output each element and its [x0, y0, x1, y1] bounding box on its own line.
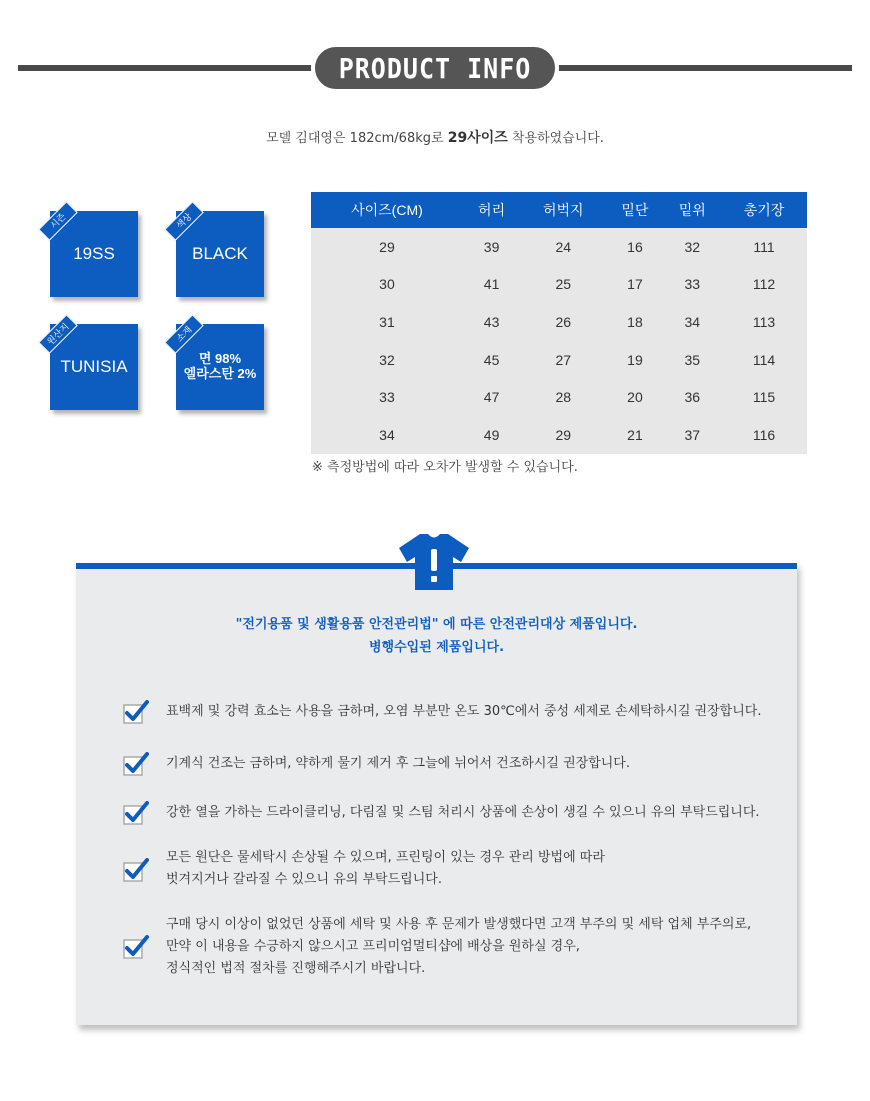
table-cell: 35 [664, 341, 721, 379]
table-cell: 32 [311, 341, 463, 379]
col-hem: 밑단 [606, 192, 663, 228]
care-text: 만약 이 내용을 수긍하지 않으시고 프리미엄멀티샵에 배상을 원하실 경우, [166, 939, 580, 954]
table-cell: 47 [463, 378, 520, 416]
table-row [311, 228, 807, 266]
table-cell: 27 [520, 341, 606, 379]
col-length: 총기장 [721, 192, 807, 228]
page-title: PRODUCT INFO [338, 52, 532, 84]
safety-notice-line-1: "전기용품 및 생활용품 안전관리법" 에 따른 안전관리대상 제품입니다. [235, 617, 638, 632]
color-tag: 색상 [164, 201, 204, 241]
header-title-pill [311, 43, 559, 93]
table-cell: 19 [606, 341, 663, 379]
care-text: 모든 원단은 물세탁시 손상될 수 있으며, 프린팅이 있는 경우 관리 방법에 따라 [166, 850, 605, 865]
table-cell: 20 [606, 378, 663, 416]
table-cell: 43 [463, 303, 520, 341]
model-info-prefix: 모델 김대영은 182cm/68kg로 [266, 131, 448, 146]
care-text: 강한 열을 가하는 드라이클리닝, 다림질 및 스팀 처리시 상품에 손상이 생길 수 있으니 유의 부탁드립니다. [166, 805, 760, 820]
table-cell: 111 [721, 228, 807, 266]
table-cell: 26 [520, 303, 606, 341]
material-tag: 소재 [164, 314, 204, 354]
season-tag: 시즌 [38, 201, 78, 241]
table-cell: 29 [311, 228, 463, 266]
model-info [0, 127, 870, 147]
size-table-header [311, 192, 807, 228]
table-cell: 116 [721, 416, 807, 454]
col-thigh: 허벅지 [520, 192, 606, 228]
checkbox-check-icon [123, 700, 149, 724]
table-cell: 112 [721, 266, 807, 304]
care-text: 기계식 건조는 금하며, 약하게 물기 제거 후 그늘에 뉘어서 건조하시길 권장합니다. [166, 756, 631, 771]
table-cell: 114 [721, 341, 807, 379]
table-cell: 21 [606, 416, 663, 454]
model-size: 29사이즈 [447, 130, 508, 146]
size-table [311, 192, 807, 454]
table-cell: 33 [311, 378, 463, 416]
table-cell: 31 [311, 303, 463, 341]
table-cell: 41 [463, 266, 520, 304]
table-cell: 25 [520, 266, 606, 304]
checkbox-check-icon [123, 801, 149, 825]
care-text: 표백제 및 강력 효소는 사용을 금하며, 오염 부분만 온도 30℃에서 중성 세제로 손세탁하시길 권장합니다. [166, 704, 762, 719]
origin-value: TUNISIA [60, 357, 128, 377]
tshirt-warning-icon [398, 532, 470, 592]
table-cell: 16 [606, 228, 663, 266]
care-text: 구매 당시 이상이 없었던 상품에 세탁 및 사용 후 문제가 발생했다면 고객 부주의 및 세탁 업체 부주의로, [166, 917, 752, 932]
col-waist: 허리 [463, 192, 520, 228]
origin-tile [45, 321, 138, 410]
table-row [311, 266, 807, 304]
table-cell: 49 [463, 416, 520, 454]
season-tile [50, 211, 138, 297]
checkbox-check-icon [123, 752, 149, 776]
color-tile [176, 211, 264, 297]
table-row [311, 303, 807, 341]
col-rise: 밑위 [664, 192, 721, 228]
table-cell: 34 [664, 303, 721, 341]
color-value: BLACK [192, 244, 248, 264]
table-cell: 18 [606, 303, 663, 341]
model-info-suffix: 착용하였습니다. [507, 131, 604, 146]
table-row [311, 341, 807, 379]
table-cell: 24 [520, 228, 606, 266]
table-cell: 29 [520, 416, 606, 454]
table-cell: 17 [606, 266, 663, 304]
care-text: 정식적인 법적 절차를 진행해주시기 바랍니다. [166, 961, 426, 976]
table-cell: 30 [311, 266, 463, 304]
care-notice-card [76, 563, 797, 1025]
material-tile [176, 324, 264, 410]
table-cell: 39 [463, 228, 520, 266]
table-cell: 36 [664, 378, 721, 416]
table-cell: 32 [664, 228, 721, 266]
table-cell: 28 [520, 378, 606, 416]
measurement-note: ※ 측정방법에 따라 오차가 발생할 수 있습니다. [312, 460, 578, 475]
material-value [184, 352, 257, 382]
table-cell: 115 [721, 378, 807, 416]
checkbox-check-icon [123, 935, 149, 959]
col-size: 사이즈(CM) [311, 192, 463, 228]
table-row [311, 378, 807, 416]
table-cell: 33 [664, 266, 721, 304]
table-cell: 34 [311, 416, 463, 454]
table-cell: 45 [463, 341, 520, 379]
table-cell: 37 [664, 416, 721, 454]
material-line-2: 엘라스탄 2% [183, 366, 257, 381]
table-row [311, 416, 807, 454]
season-value: 19SS [73, 244, 115, 264]
table-cell: 113 [721, 303, 807, 341]
safety-notice-line-2: 병행수입된 제품입니다. [368, 640, 505, 655]
care-text: 벗겨지거나 갈라질 수 있으니 유의 부탁드립니다. [166, 872, 442, 887]
material-line-1: 면 98% [198, 351, 242, 367]
origin-tag: 원산지 [38, 314, 78, 354]
checkbox-check-icon [123, 858, 149, 882]
